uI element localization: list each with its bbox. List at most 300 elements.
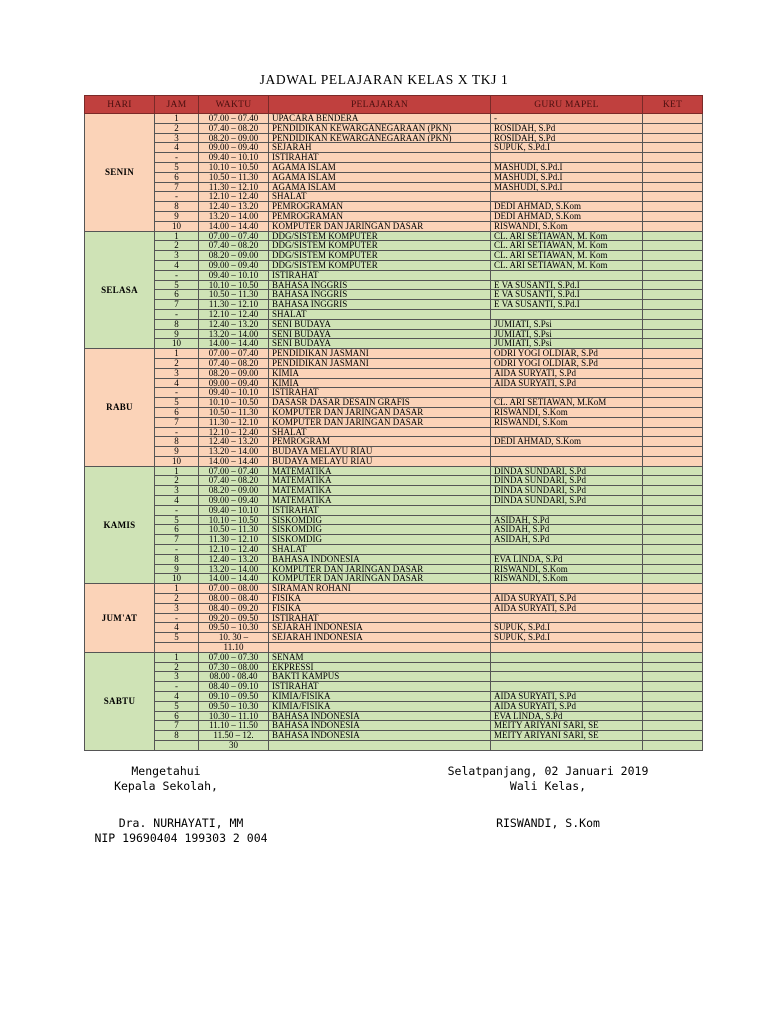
waktu-cell: 30 <box>199 741 269 751</box>
ket-cell <box>643 388 703 398</box>
ket-cell <box>643 476 703 486</box>
ket-cell <box>643 633 703 643</box>
table-row <box>85 535 703 545</box>
guru-mapel-cell: JUMIATI, S.Psi <box>491 319 643 329</box>
jam-cell <box>155 741 199 751</box>
guru-mapel-cell <box>491 153 643 163</box>
signature-left-block <box>96 764 236 794</box>
table-row <box>85 378 703 388</box>
ket-cell <box>643 143 703 153</box>
pelajaran-cell: DASASR DASAR DESAIN GRAFIS <box>269 398 491 408</box>
table-row <box>85 339 703 349</box>
jam-cell: - <box>155 192 199 202</box>
ket-cell <box>643 231 703 241</box>
waktu-cell: 12.10 – 12.40 <box>199 309 269 319</box>
ket-cell <box>643 398 703 408</box>
ket-cell <box>643 515 703 525</box>
waktu-cell: 10.10 – 10.50 <box>199 280 269 290</box>
pelajaran-cell: SHALAT <box>269 309 491 319</box>
ket-cell <box>643 290 703 300</box>
waktu-cell: 09.00 – 09.40 <box>199 260 269 270</box>
ket-cell <box>643 594 703 604</box>
ket-cell <box>643 339 703 349</box>
ket-cell <box>643 721 703 731</box>
waktu-cell: 07.40 – 08.20 <box>199 241 269 251</box>
guru-mapel-cell: CL. ARI SETIAWAN, M. Kom <box>491 260 643 270</box>
waktu-cell: 11.50 – 12. <box>199 731 269 741</box>
waktu-cell: 12.40 – 13.20 <box>199 437 269 447</box>
guru-mapel-cell: ROSIDAH, S.Pd <box>491 133 643 143</box>
guru-mapel-cell <box>491 662 643 672</box>
waktu-cell: 12.10 – 12.40 <box>199 192 269 202</box>
pelajaran-cell: BAKTI KAMPUS <box>269 672 491 682</box>
table-row <box>85 221 703 231</box>
guru-mapel-cell: RISWANDI, S.Kom <box>491 417 643 427</box>
table-row <box>85 143 703 153</box>
jam-cell <box>155 643 199 653</box>
guru-mapel-cell: ROSIDAH, S.Pd <box>491 123 643 133</box>
waktu-cell: 07.00 – 08.00 <box>199 584 269 594</box>
guru-mapel-cell <box>491 643 643 653</box>
header-hari: HARI <box>85 96 155 114</box>
pelajaran-cell: ISTIRAHAT <box>269 505 491 515</box>
table-row <box>85 594 703 604</box>
jam-cell: - <box>155 388 199 398</box>
day-name-cell: SELASA <box>85 231 155 349</box>
table-row <box>85 427 703 437</box>
table-row <box>85 613 703 623</box>
table-row <box>85 114 703 124</box>
waktu-cell: 09.40 – 10.10 <box>199 270 269 280</box>
signature-right-line1: Selatpanjang, 02 Januari 2019 <box>447 764 649 778</box>
pelajaran-cell: MATEMATIKA <box>269 476 491 486</box>
table-row <box>85 633 703 643</box>
pelajaran-cell: MATEMATIKA <box>269 496 491 506</box>
table-row <box>85 447 703 457</box>
waktu-cell: 09.20 – 09.50 <box>199 613 269 623</box>
pelajaran-cell: SISKOMDIG <box>269 535 491 545</box>
table-row <box>85 398 703 408</box>
waktu-cell: 09.50 – 10.30 <box>199 623 269 633</box>
guru-mapel-cell: MASHUDI, S.Pd.I <box>491 162 643 172</box>
jam-cell: 4 <box>155 260 199 270</box>
pelajaran-cell: BAHASA INDONESIA <box>269 711 491 721</box>
pelajaran-cell: PENDIDIKAN KEWARGANEGARAAN (PKN) <box>269 123 491 133</box>
table-row <box>85 496 703 506</box>
guru-mapel-cell: CL. ARI SETIAWAN, M. Kom <box>491 231 643 241</box>
guru-mapel-cell: AIDA SURYATI, S.Pd <box>491 603 643 613</box>
guru-mapel-cell: CL. ARI SETIAWAN, M. Kom <box>491 251 643 261</box>
table-row <box>85 182 703 192</box>
guru-mapel-cell: ODRI YOGI OLDIAR, S.Pd <box>491 358 643 368</box>
ket-cell <box>643 133 703 143</box>
waktu-cell: 12.10 – 12.40 <box>199 427 269 437</box>
guru-mapel-cell: RISWANDI, S.Kom <box>491 221 643 231</box>
waktu-cell: 09.40 – 10.10 <box>199 153 269 163</box>
pelajaran-cell: DDG/SISTEM KOMPUTER <box>269 241 491 251</box>
ket-cell <box>643 535 703 545</box>
jam-cell: 9 <box>155 447 199 457</box>
pelajaran-cell <box>269 741 491 751</box>
ket-cell <box>643 643 703 653</box>
jam-cell: 7 <box>155 300 199 310</box>
jam-cell: - <box>155 545 199 555</box>
jam-cell: 1 <box>155 652 199 662</box>
table-row <box>85 515 703 525</box>
ket-cell <box>643 564 703 574</box>
table-row <box>85 202 703 212</box>
waktu-cell: 07.00 – 07.40 <box>199 231 269 241</box>
table-row <box>85 545 703 555</box>
guru-mapel-cell: EVA LINDA, S.Pd <box>491 711 643 721</box>
table-row <box>85 329 703 339</box>
jam-cell: 3 <box>155 603 199 613</box>
ket-cell <box>643 162 703 172</box>
table-row <box>85 662 703 672</box>
ket-cell <box>643 545 703 555</box>
signature-right-line2: Wali Kelas, <box>509 779 587 793</box>
waktu-cell: 08.20 – 09.00 <box>199 486 269 496</box>
guru-mapel-cell: SUPUK, S.Pd.I <box>491 143 643 153</box>
jam-cell: 7 <box>155 182 199 192</box>
table-row <box>85 701 703 711</box>
ket-cell <box>643 554 703 564</box>
waktu-cell: 07.30 – 08.00 <box>199 662 269 672</box>
jam-cell: - <box>155 270 199 280</box>
pelajaran-cell: BAHASA INDONESIA <box>269 731 491 741</box>
jam-cell: 5 <box>155 633 199 643</box>
table-row <box>85 349 703 359</box>
table-row <box>85 466 703 476</box>
waktu-cell: 10.50 – 11.30 <box>199 407 269 417</box>
guru-mapel-cell <box>491 613 643 623</box>
jam-cell: 8 <box>155 437 199 447</box>
jam-cell: 4 <box>155 623 199 633</box>
jam-cell: 4 <box>155 692 199 702</box>
guru-mapel-cell: JUMIATI, S.Psi <box>491 339 643 349</box>
jam-cell: 2 <box>155 123 199 133</box>
pelajaran-cell: BUDAYA MELAYU RIAU <box>269 447 491 457</box>
pelajaran-cell: SHALAT <box>269 192 491 202</box>
waktu-cell: 11.10 – 11.50 <box>199 721 269 731</box>
table-row <box>85 319 703 329</box>
pelajaran-cell: KIMIA/FISIKA <box>269 692 491 702</box>
guru-mapel-cell: CL. ARI SETIAWAN, M.KoM <box>491 398 643 408</box>
ket-cell <box>643 309 703 319</box>
ket-cell <box>643 437 703 447</box>
guru-mapel-cell <box>491 682 643 692</box>
ket-cell <box>643 682 703 692</box>
pelajaran-cell: UPACARA BENDERA <box>269 114 491 124</box>
waktu-cell: 12.10 – 12.40 <box>199 545 269 555</box>
jam-cell: 10 <box>155 574 199 584</box>
jam-cell: 1 <box>155 349 199 359</box>
guru-mapel-cell: E VA SUSANTI, S.Pd.I <box>491 280 643 290</box>
jam-cell: 1 <box>155 231 199 241</box>
ket-cell <box>643 672 703 682</box>
guru-mapel-cell: ODRI YOGI OLDIAR, S.Pd <box>491 349 643 359</box>
ket-cell <box>643 368 703 378</box>
jam-cell: - <box>155 613 199 623</box>
ket-cell <box>643 652 703 662</box>
pelajaran-cell: BAHASA INGGRIS <box>269 280 491 290</box>
header-guru-mapel: GURU MAPEL <box>491 96 643 114</box>
pelajaran-cell: DDG/SISTEM KOMPUTER <box>269 231 491 241</box>
waktu-cell: 10.10 – 10.50 <box>199 515 269 525</box>
table-row <box>85 133 703 143</box>
ket-cell <box>643 427 703 437</box>
ket-cell <box>643 221 703 231</box>
day-name-cell: KAMIS <box>85 466 155 584</box>
table-row <box>85 358 703 368</box>
jam-cell: 5 <box>155 162 199 172</box>
table-row <box>85 123 703 133</box>
table-row <box>85 682 703 692</box>
guru-mapel-cell: CL. ARI SETIAWAN, M. Kom <box>491 241 643 251</box>
ket-cell <box>643 731 703 741</box>
waktu-cell: 09.50 – 10.30 <box>199 701 269 711</box>
ket-cell <box>643 447 703 457</box>
guru-mapel-cell: ASIDAH, S.Pd <box>491 535 643 545</box>
jam-cell: 7 <box>155 721 199 731</box>
pelajaran-cell: PENDIDIKAN JASMANI <box>269 358 491 368</box>
jam-cell: 10 <box>155 339 199 349</box>
pelajaran-cell: SHALAT <box>269 427 491 437</box>
guru-mapel-cell: SUPUK, S.Pd.I <box>491 623 643 633</box>
waktu-cell: 10. 30 – <box>199 633 269 643</box>
pelajaran-cell: SENI BUDAYA <box>269 329 491 339</box>
day-name-cell: RABU <box>85 349 155 467</box>
ket-cell <box>643 123 703 133</box>
pelajaran-cell: ISTIRAHAT <box>269 613 491 623</box>
guru-mapel-cell: E VA SUSANTI, S.Pd.I <box>491 300 643 310</box>
waktu-cell: 07.00 – 07.40 <box>199 114 269 124</box>
guru-mapel-cell: SUPUK, S.Pd.I <box>491 633 643 643</box>
waktu-cell: 07.40 – 08.20 <box>199 123 269 133</box>
jam-cell: 3 <box>155 486 199 496</box>
waktu-cell: 11.10 <box>199 643 269 653</box>
page-title: JADWAL PELAJARAN KELAS X TKJ 1 <box>259 72 509 87</box>
table-row <box>85 476 703 486</box>
jam-cell: 8 <box>155 319 199 329</box>
ket-cell <box>643 270 703 280</box>
waktu-cell: 14.00 – 14.40 <box>199 339 269 349</box>
ket-cell <box>643 407 703 417</box>
jam-cell: 6 <box>155 711 199 721</box>
guru-mapel-cell: - <box>491 114 643 124</box>
table-row <box>85 211 703 221</box>
guru-mapel-cell <box>491 309 643 319</box>
waktu-cell: 10.30 – 11.10 <box>199 711 269 721</box>
table-row <box>85 692 703 702</box>
guru-mapel-cell: ASIDAH, S.Pd <box>491 525 643 535</box>
guru-mapel-cell: DINDA SUNDARI, S.Pd <box>491 496 643 506</box>
waktu-cell: 08.00 – 08.40 <box>199 594 269 604</box>
guru-mapel-cell: DEDI AHMAD, S.Kom <box>491 202 643 212</box>
pelajaran-cell: AGAMA ISLAM <box>269 172 491 182</box>
waktu-cell: 08.20 – 09.00 <box>199 368 269 378</box>
guru-mapel-cell: JUMIATI, S.Psi <box>491 329 643 339</box>
jam-cell: 8 <box>155 731 199 741</box>
waktu-cell: 09.00 – 09.40 <box>199 143 269 153</box>
jam-cell: 3 <box>155 368 199 378</box>
signature-right-name-block <box>458 816 638 831</box>
guru-mapel-cell: ASIDAH, S.Pd <box>491 515 643 525</box>
ket-cell <box>643 584 703 594</box>
waktu-cell: 11.30 – 12.10 <box>199 535 269 545</box>
waktu-cell: 09.40 – 10.10 <box>199 505 269 515</box>
ket-cell <box>643 505 703 515</box>
table-row <box>85 417 703 427</box>
jam-cell: 3 <box>155 251 199 261</box>
pelajaran-cell: SISKOMDIG <box>269 525 491 535</box>
pelajaran-cell <box>269 643 491 653</box>
day-name-cell: JUM'AT <box>85 584 155 653</box>
table-row <box>85 309 703 319</box>
waktu-cell: 08.00 - 08.40 <box>199 672 269 682</box>
guru-mapel-cell <box>491 456 643 466</box>
jam-cell: 2 <box>155 594 199 604</box>
jam-cell: 4 <box>155 378 199 388</box>
pelajaran-cell: KOMPUTER DAN JARINGAN DASAR <box>269 417 491 427</box>
pelajaran-cell: BAHASA INDONESIA <box>269 554 491 564</box>
pelajaran-cell: ISTIRAHAT <box>269 153 491 163</box>
waktu-cell: 07.00 – 07.40 <box>199 466 269 476</box>
pelajaran-cell: SENAM <box>269 652 491 662</box>
table-row <box>85 172 703 182</box>
header-ket: KET <box>643 96 703 114</box>
signature-left-line1: Mengetahui <box>131 764 201 778</box>
ket-cell <box>643 613 703 623</box>
jam-cell: 6 <box>155 407 199 417</box>
guru-mapel-cell <box>491 427 643 437</box>
jam-cell: 2 <box>155 662 199 672</box>
pelajaran-cell: PENDIDIKAN JASMANI <box>269 349 491 359</box>
jam-cell: - <box>155 153 199 163</box>
guru-mapel-cell: DINDA SUNDARI, S.Pd <box>491 486 643 496</box>
ket-cell <box>643 280 703 290</box>
waktu-cell: 09.00 – 09.40 <box>199 496 269 506</box>
ket-cell <box>643 153 703 163</box>
waktu-cell: 08.40 – 09.20 <box>199 603 269 613</box>
jam-cell: 1 <box>155 584 199 594</box>
table-row <box>85 388 703 398</box>
jam-cell: 2 <box>155 241 199 251</box>
jam-cell: 8 <box>155 202 199 212</box>
waktu-cell: 12.40 – 13.20 <box>199 202 269 212</box>
signature-right-block <box>438 764 658 794</box>
jam-cell: - <box>155 682 199 692</box>
jam-cell: 3 <box>155 133 199 143</box>
jam-cell: 9 <box>155 211 199 221</box>
guru-mapel-cell <box>491 192 643 202</box>
table-row <box>85 300 703 310</box>
waktu-cell: 13.20 – 14.00 <box>199 329 269 339</box>
pelajaran-cell: MATEMATIKA <box>269 466 491 476</box>
guru-mapel-cell: RISWANDI, S.Kom <box>491 407 643 417</box>
jam-cell: - <box>155 309 199 319</box>
guru-mapel-cell <box>491 447 643 457</box>
table-row <box>85 162 703 172</box>
jam-cell: 7 <box>155 417 199 427</box>
pelajaran-cell: PEMROGRAMAN <box>269 202 491 212</box>
pelajaran-cell: DDG/SISTEM KOMPUTER <box>269 260 491 270</box>
ket-cell <box>643 251 703 261</box>
jam-cell: 10 <box>155 221 199 231</box>
table-row <box>85 486 703 496</box>
pelajaran-cell: SEJARAH INDONESIA <box>269 623 491 633</box>
waktu-cell: 07.40 – 08.20 <box>199 476 269 486</box>
ket-cell <box>643 741 703 751</box>
waktu-cell: 10.50 – 11.30 <box>199 290 269 300</box>
ket-cell <box>643 319 703 329</box>
pelajaran-cell: SEJARAH <box>269 143 491 153</box>
waktu-cell: 10.10 – 10.50 <box>199 162 269 172</box>
jam-cell: 6 <box>155 172 199 182</box>
ket-cell <box>643 486 703 496</box>
ket-cell <box>643 172 703 182</box>
waktu-cell: 14.00 – 14.40 <box>199 574 269 584</box>
pelajaran-cell: KIMIA <box>269 378 491 388</box>
ket-cell <box>643 329 703 339</box>
jam-cell: 5 <box>155 515 199 525</box>
pelajaran-cell: FISIKA <box>269 603 491 613</box>
waktu-cell: 12.40 – 13.20 <box>199 554 269 564</box>
header-waktu: WAKTU <box>199 96 269 114</box>
pelajaran-cell: SEJARAH INDONESIA <box>269 633 491 643</box>
ket-cell <box>643 349 703 359</box>
pelajaran-cell: FISIKA <box>269 594 491 604</box>
day-name-cell: SABTU <box>85 652 155 750</box>
jam-cell: 5 <box>155 398 199 408</box>
jam-cell: 5 <box>155 701 199 711</box>
waktu-cell: 09.40 – 10.10 <box>199 388 269 398</box>
waktu-cell: 09.00 – 09.40 <box>199 378 269 388</box>
guru-mapel-cell <box>491 741 643 751</box>
jam-cell: 5 <box>155 280 199 290</box>
ket-cell <box>643 701 703 711</box>
pelajaran-cell: PENDIDIKAN KEWARGANEGARAAN (PKN) <box>269 133 491 143</box>
pelajaran-cell: KOMPUTER DAN JARINGAN DASAR <box>269 221 491 231</box>
pelajaran-cell: SIRAMAN ROHANI <box>269 584 491 594</box>
table-row <box>85 251 703 261</box>
waktu-cell: 08.20 – 09.00 <box>199 133 269 143</box>
ket-cell <box>643 211 703 221</box>
pelajaran-cell: BAHASA INGGRIS <box>269 290 491 300</box>
day-name-cell: SENIN <box>85 114 155 232</box>
pelajaran-cell: ISTIRAHAT <box>269 388 491 398</box>
waktu-cell: 13.20 – 14.00 <box>199 564 269 574</box>
table-row <box>85 505 703 515</box>
pelajaran-cell: MATEMATIKA <box>269 486 491 496</box>
table-row <box>85 672 703 682</box>
ket-cell <box>643 192 703 202</box>
pelajaran-cell: SHALAT <box>269 545 491 555</box>
ket-cell <box>643 202 703 212</box>
pelajaran-cell: KOMPUTER DAN JARINGAN DASAR <box>269 564 491 574</box>
jam-cell: 3 <box>155 672 199 682</box>
jam-cell: 9 <box>155 329 199 339</box>
jam-cell: 6 <box>155 290 199 300</box>
jam-cell: 7 <box>155 535 199 545</box>
ket-cell <box>643 574 703 584</box>
guru-mapel-cell: MASHUDI, S.Pd.I <box>491 182 643 192</box>
table-row <box>85 241 703 251</box>
ket-cell <box>643 711 703 721</box>
table-row <box>85 554 703 564</box>
pelajaran-cell: KOMPUTER DAN JARINGAN DASAR <box>269 574 491 584</box>
pelajaran-cell: AGAMA ISLAM <box>269 182 491 192</box>
